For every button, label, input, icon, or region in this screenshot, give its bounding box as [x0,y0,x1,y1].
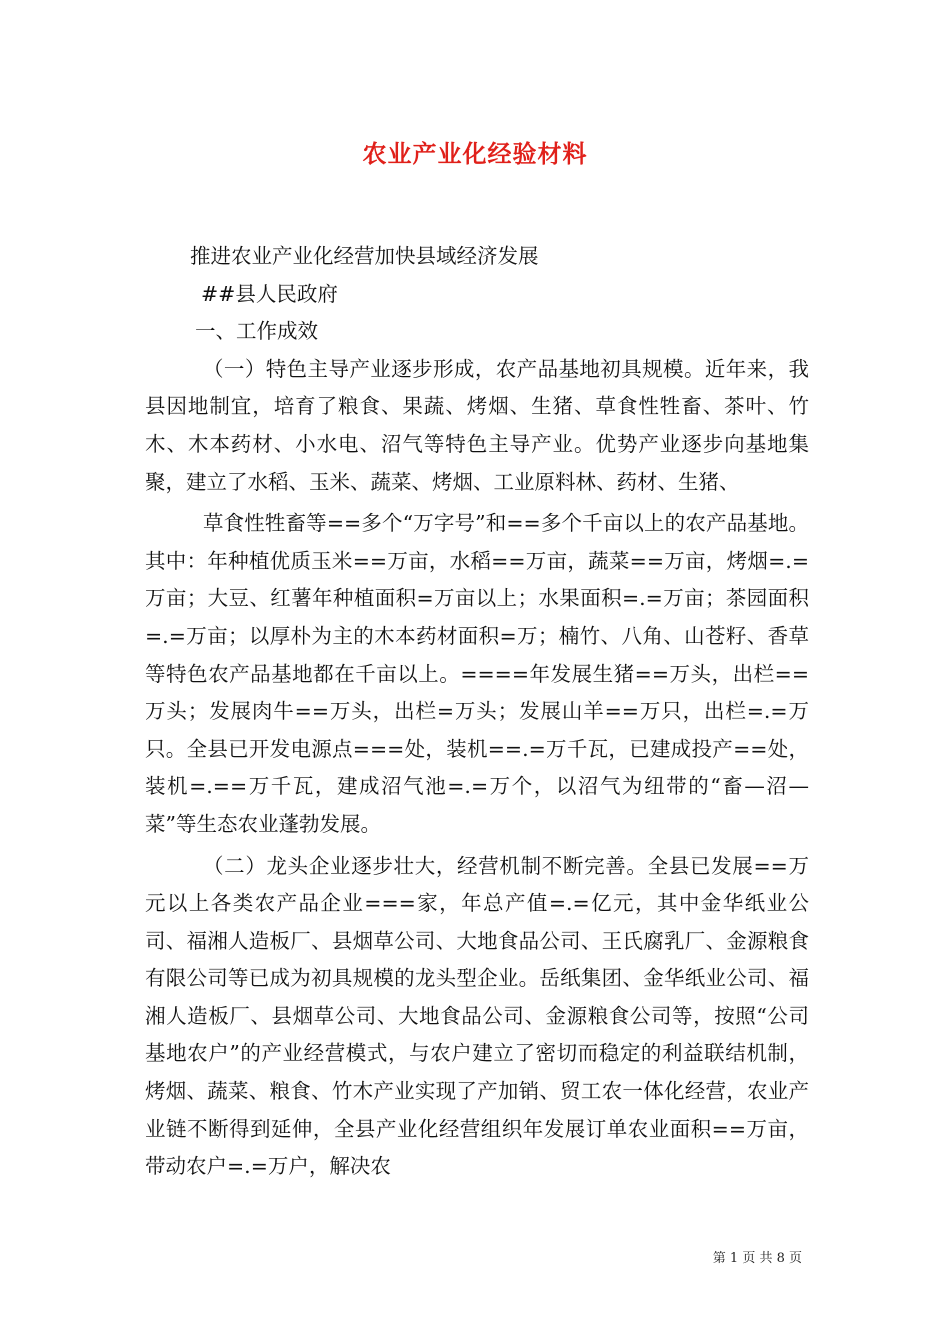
document-subtitle: 推进农业产业化经营加快县域经济发展 [190,244,539,268]
paragraph-3: （二）龙头企业逐步壮大，经营机制不断完善。全县已发展==万元以上各类农产品企业===家，年总产值=.=亿元，其中金华纸业公司、福湘人造板厂、县烟草公司、大地食品公司、王氏腐乳厂、金源粮食有限公司等已成为初具规模的龙头型企业。岳纸集团、金华纸业公司、福湘人造板厂、县烟草公司、大地食品公司、金源粮食公司等，按照“公司基地农户”的产业经营模式，与农户建立了密切而稳定的利益联结机制，烤烟、蔬菜、粮食、竹木产业实现了产加销、贸工农一体化经营，农业产业链不断得到延伸，全县产业化经营组织年发展订单农业面积==万亩，带动农户=.=万户，解决农 [145,853,809,1179]
page-number: 第 1 页 共 8 页 [712,1251,802,1266]
document-title: 农业产业化经验材料 [362,139,588,168]
paragraph-1: （一）特色主导产业逐步形成，农产品基地初具规模。近年来，我县因地制宜，培育了粮食、果蔬、烤烟、生猪、草食性牲畜、茶叶、竹木、木本药材、小水电、沼气等特色主导产业。优势产业逐步向基地集聚，建立了水稻、玉米、蔬菜、烤烟、工业原料林、药材、生猪、 [145,356,809,494]
document-author: ##县人民政府 [201,281,338,306]
section-heading: 一、工作成效 [195,319,318,344]
paragraph-2: 草食性牲畜等==多个“万字号”和==多个千亩以上的农产品基地。其中：年种植优质玉米==万亩，水稻==万亩，蔬菜==万亩，烤烟=.=万亩；大豆、红薯年种植面积=万亩以上；水果面积=.=万亩；茶园面积=.=万亩；以厚朴为主的木本药材面积=万；楠竹、八角、山苍籽、香草等特色农产品基地都在千亩以上。====年发展生猪==万头，出栏==万头；发展肉牛==万头，出栏=万头；发展山羊==万只，出栏=.=万只。全县已开发电源点===处，装机==.=万千瓦，已建成投产==处，装机=.==万千瓦，建成沼气池=.=万个，以沼气为纽带的“畜—沼—菜”等生态农业蓬勃发展。 [145,511,809,836]
document-body [145,238,809,1186]
